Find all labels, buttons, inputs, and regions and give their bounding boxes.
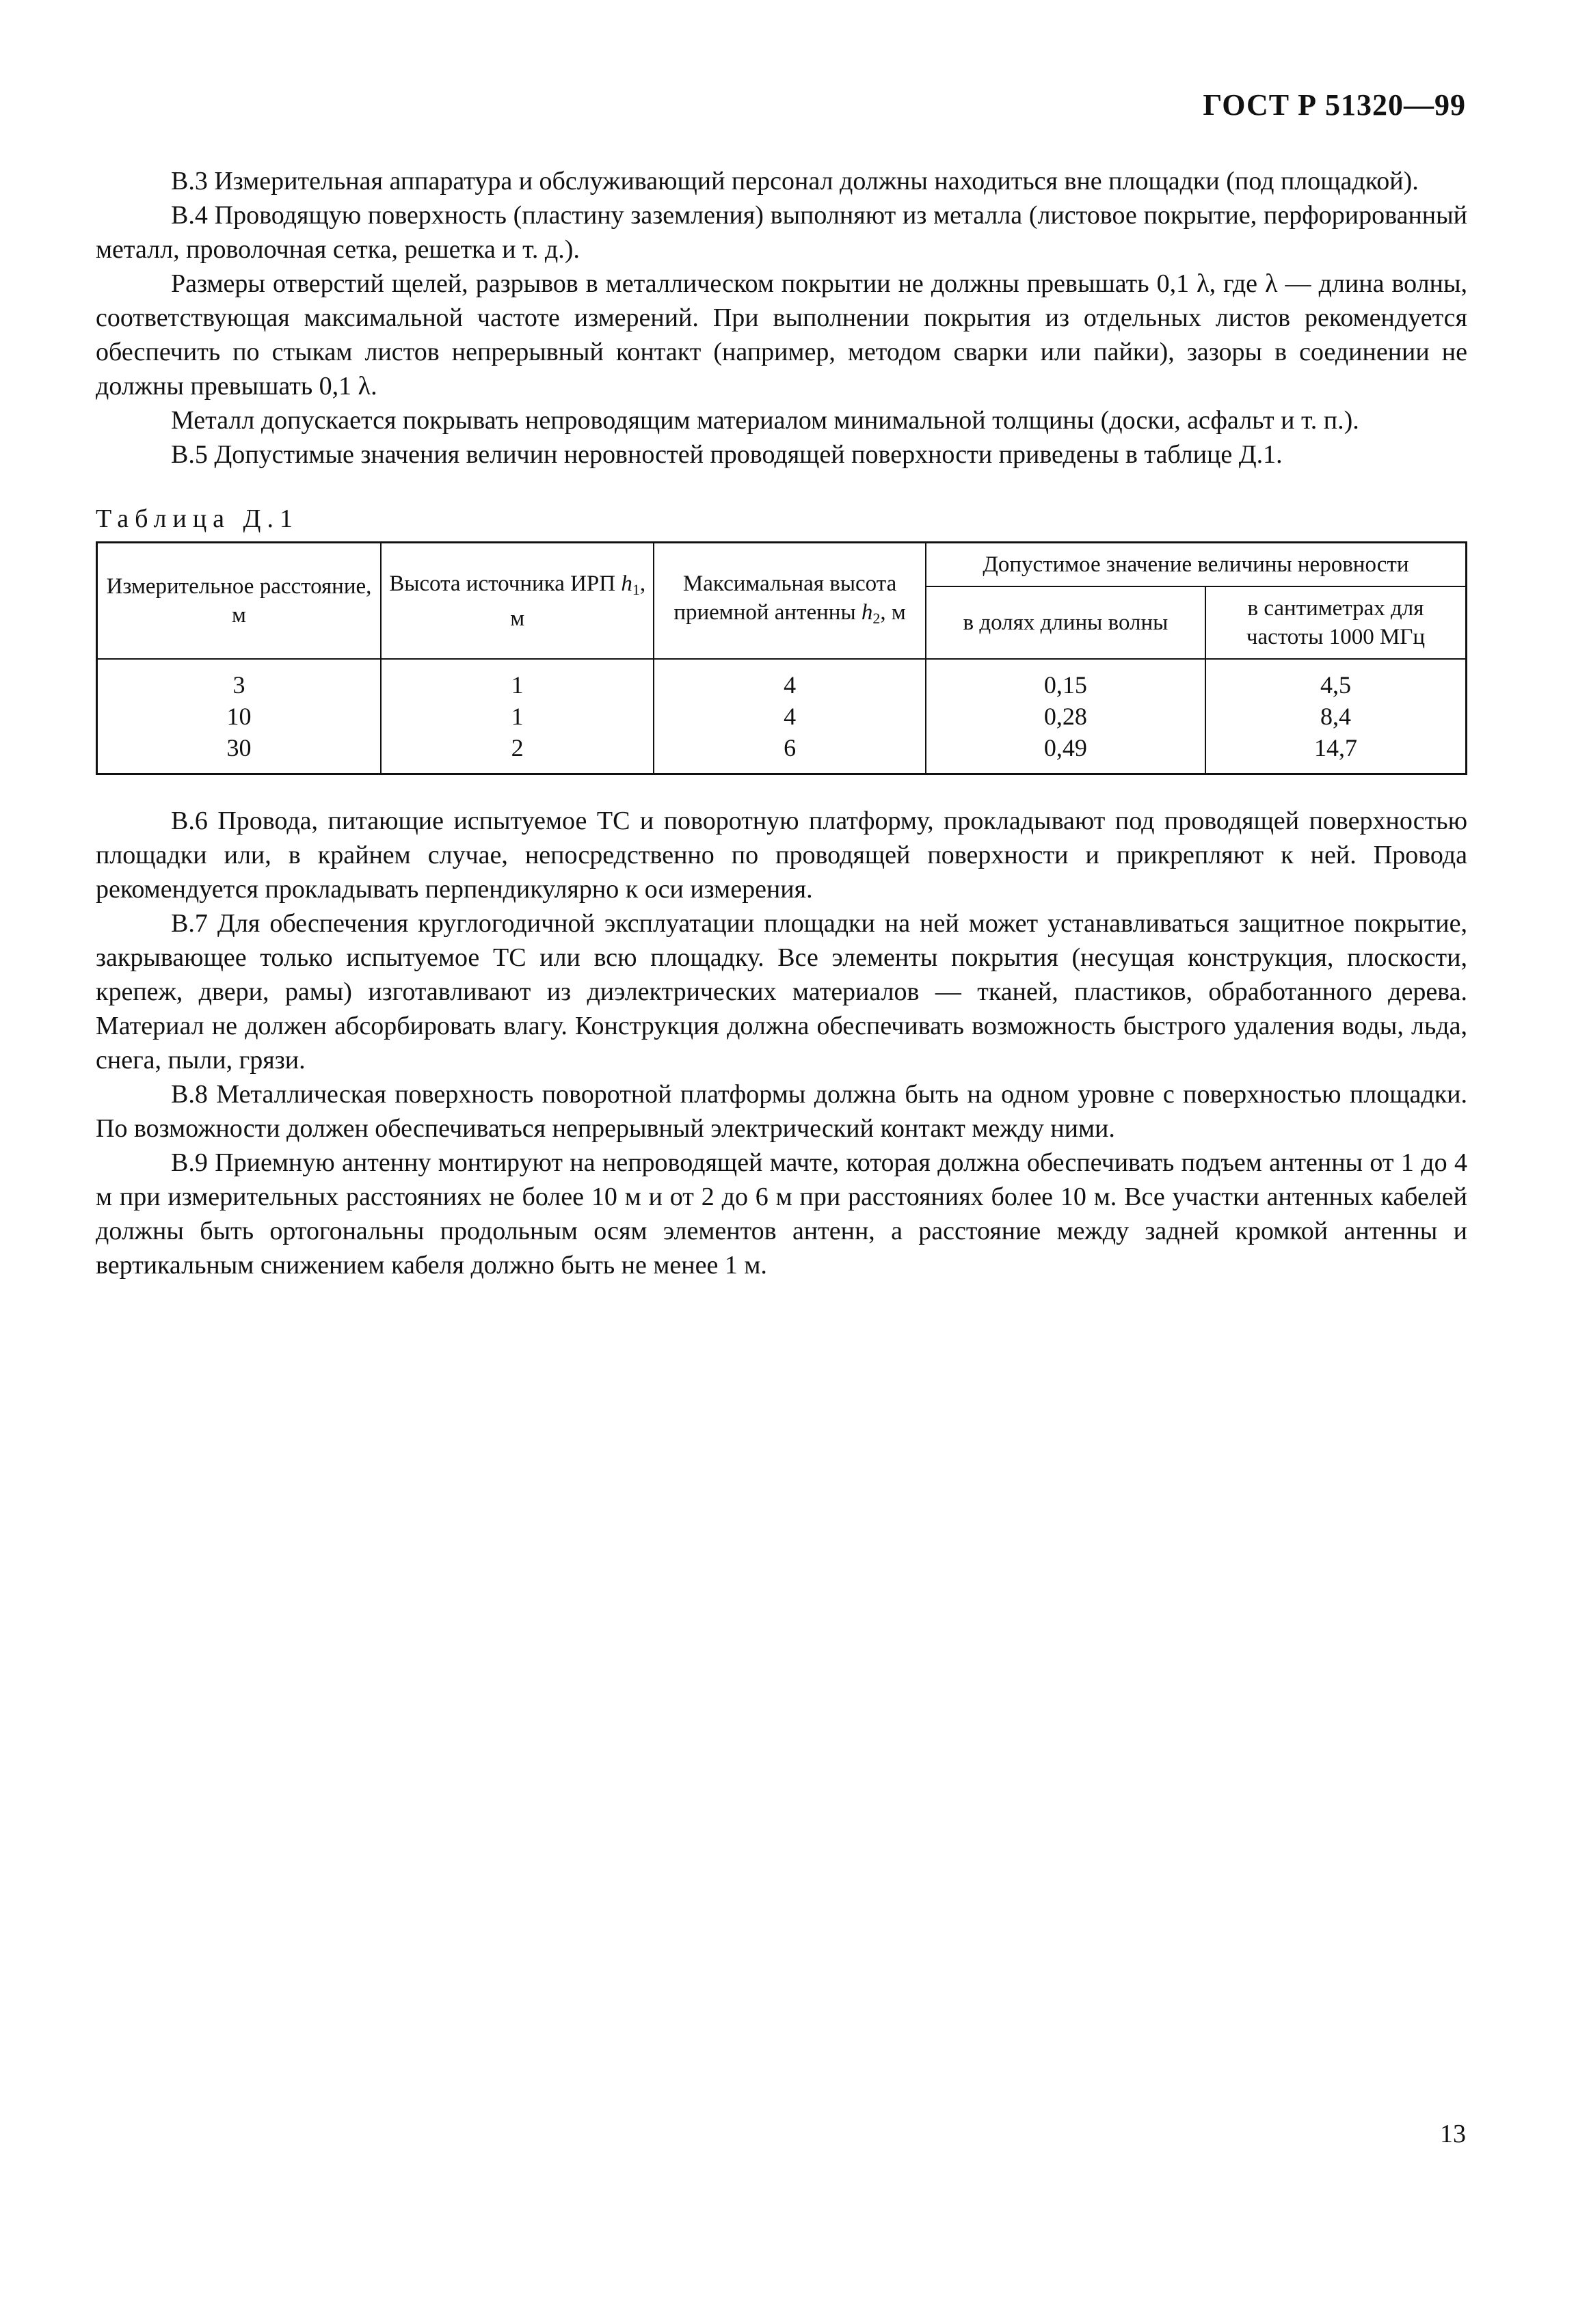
- table-cell: 0,49: [1043, 734, 1087, 761]
- paragraph-b6: В.6 Провода, питающие испытуемое ТС и поворотную платформу, прокладывают под проводящей поверхностью площадки или, в крайнем случае, непосредственно по проводящей поверхности и прикрепляют к ней. Провода рекомендуется прокладывать перпендикулярно к оси измерения.: [96, 807, 1467, 904]
- table-cell: 1: [511, 671, 524, 699]
- column-distance: [97, 659, 381, 774]
- paragraph-b9: В.9 Приемную антенну монтируют на непроводящей мачте, которая должна обеспечивать подъем антенны от 1 до 4 м при измерительных расстояниях не более 10 м и от 2 до 6 м при расстояниях более 10 м. Все участки антенных кабелей должны быть ортогональны продольным осям элементов антенн, а расстояние между задней кромкой антенны и вертикальным снижением кабеля должно быть не менее 1 м.: [96, 1148, 1467, 1280]
- column-source-height: [381, 659, 654, 774]
- column-wavelength-fraction: [926, 659, 1205, 774]
- column-centimeters: [1205, 659, 1467, 774]
- header-source-height: Высота источника ИРП $h_1$, м: [381, 543, 654, 660]
- header-distance: Измерительное расстояние, м: [97, 543, 381, 660]
- table-cell: 0,28: [1043, 703, 1087, 730]
- table-cell: 10: [226, 703, 252, 730]
- table-cell: 30: [226, 734, 252, 761]
- paragraph-b3: В.3 Измерительная аппаратура и обслуживающий персонал должны находиться вне площадки (под площадкой).: [171, 167, 1419, 195]
- paragraph-b5: В.5 Допустимые значения величин неровностей проводящей поверхности приведены в таблице Д.1.: [171, 440, 1283, 469]
- paragraph-coating: Металл допускается покрывать непроводящим материалом минимальной толщины (доски, асфальт и т. п.).: [171, 406, 1359, 435]
- paragraph-b8: В.8 Металлическая поверхность поворотной платформы должна быть на одном уровне с поверхностью площадки. По возможности должен обеспечиваться непрерывный электрический контакт между ними.: [96, 1080, 1467, 1143]
- roughness-table: [96, 541, 1467, 775]
- table-cell: 1: [511, 703, 524, 730]
- table-cell: 4,5: [1320, 671, 1351, 699]
- page-number: 13: [1440, 2120, 1466, 2148]
- paragraph-b7: В.7 Для обеспечения круглогодичной эксплуатации площадки на ней может устанавливаться защитное покрытие, закрывающее только испытуемое ТС или всю площадку. Все элементы покрытия (несущая конструкция, плоскости, крепеж, двери, рамы) изготавливают из диэлектрических материалов — тканей, пластиков, обработанного дерева. Материал не должен абсорбировать влагу. Конструкция должна обеспечивать возможность быстрого удаления воды, льда, снега, пыли, грязи.: [96, 909, 1467, 1075]
- document-body: [96, 164, 1467, 1282]
- paragraph-openings: Размеры отверстий щелей, разрывов в металлическом покрытии не должны превышать 0,1 λ, где λ — длина волны, соответствующая максимальной частоте измерений. При выполнении покрытия из отдельных листов рекомендуется обеспечить по стыкам листов непрерывный контакт (например, методом сварки или пайки), зазоры в соединении не должны превышать 0,1 λ.: [96, 269, 1467, 401]
- header-wavelength-fraction: в долях длины волны: [926, 586, 1205, 659]
- header-antenna-height: Максимальная высота приемной антенны $h_2$, м: [654, 543, 926, 660]
- table-cell: 4: [784, 671, 797, 699]
- document-code: ГОСТ Р 51320—99: [1203, 88, 1466, 122]
- paragraph-b4: В.4 Проводящую поверхность (пластину заземления) выполняют из металла (листовое покрытие, перфорированный металл, проволочная сетка, решетка и т. д.).: [96, 201, 1467, 264]
- table-cell: 3: [232, 671, 245, 699]
- table-cell: 14,7: [1313, 734, 1357, 761]
- table-caption: Таблица Д.1: [96, 504, 299, 533]
- table-row: [97, 659, 1467, 774]
- column-antenna-height: [654, 659, 926, 774]
- header-centimeters: в сантиметрах для частоты 1000 МГц: [1205, 586, 1467, 659]
- header-roughness-group: Допустимое значение величины неровности: [926, 543, 1467, 587]
- table-cell: 8,4: [1320, 703, 1351, 730]
- table-cell: 0,15: [1043, 671, 1087, 699]
- table-cell: 4: [784, 703, 797, 730]
- table-cell: 2: [511, 734, 524, 761]
- table-cell: 6: [784, 734, 797, 761]
